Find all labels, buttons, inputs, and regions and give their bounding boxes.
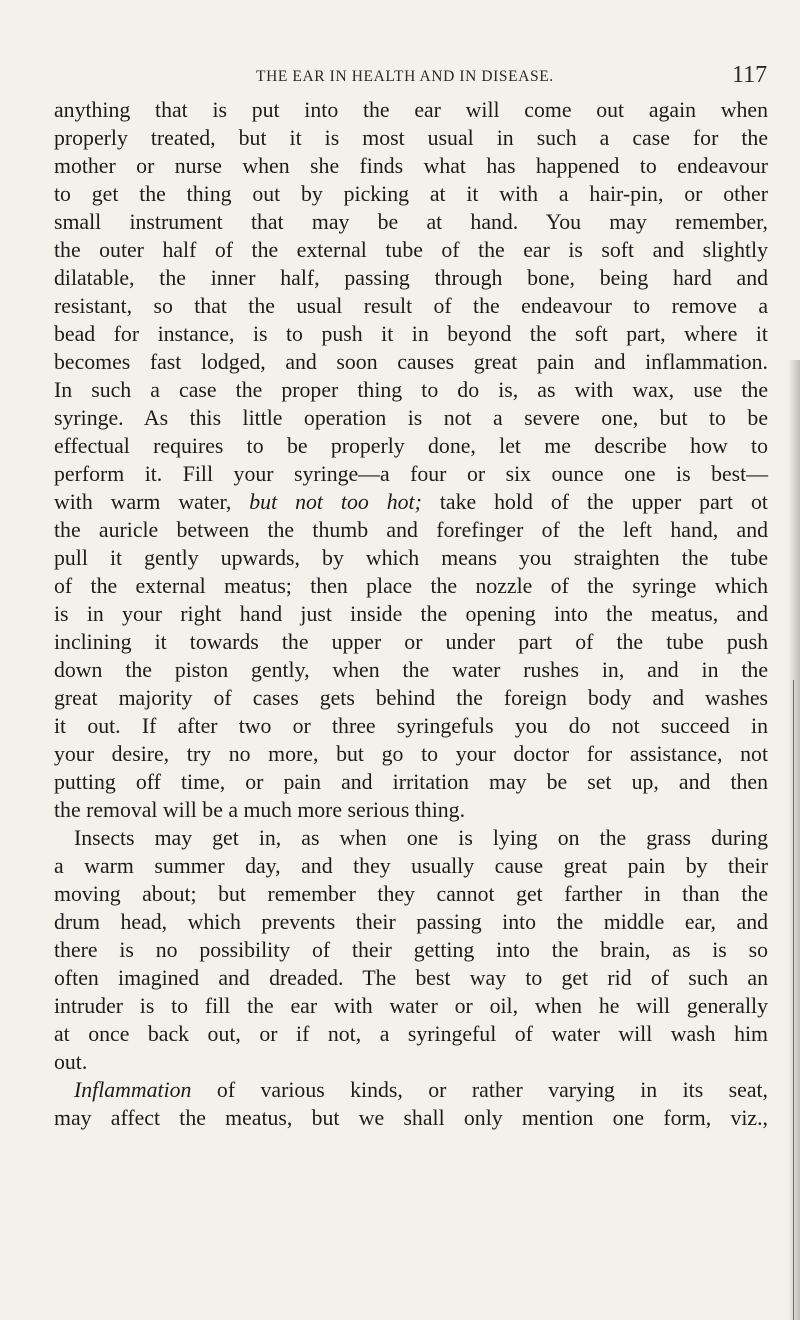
text-line: resistant, so that the usual result of the endeavour to remove a	[54, 294, 768, 318]
text-line: Insects may get in, as when one is lying on the grass during	[74, 826, 768, 850]
italic-emphasis: but not too hot;	[249, 490, 422, 514]
text-line: a warm summer day, and they usually cause great pain by their	[54, 854, 768, 878]
text-line: at once back out, or if not, a syringeful of water will wash him	[54, 1022, 768, 1046]
text-run: take hold of the upper part ot	[421, 490, 768, 514]
text-line: perform it. Fill your syringe—a four or six ounce one is best—	[54, 462, 768, 486]
text-line: becomes fast lodged, and soon causes great pain and inflammation.	[54, 350, 768, 374]
text-line: inclining it towards the upper or under part of the tube push	[54, 630, 768, 654]
italic-emphasis: Inflammation	[74, 1078, 192, 1102]
text-line: often imagined and dreaded. The best way to get rid of such an	[54, 966, 768, 990]
text-line: to get the thing out by picking at it with a hair-pin, or other	[54, 182, 768, 206]
text-line: drum head, which prevents their passing into the middle ear, and	[54, 910, 768, 934]
running-title: THE EAR IN HEALTH AND IN DISEASE.	[256, 68, 554, 85]
text-line: the removal will be a much more serious thing.	[54, 798, 466, 822]
text-line: your desire, try no more, but go to your doctor for assistance, not	[54, 742, 768, 766]
text-run: with warm water,	[54, 490, 250, 514]
text-line	[74, 1076, 768, 1104]
text-line: the outer half of the external tube of the ear is soft and slightly	[54, 238, 768, 262]
text-line: mother or nurse when she finds what has happened to endeavour	[54, 154, 768, 178]
text-line: effectual requires to be properly done, let me describe how to	[54, 434, 768, 458]
text-line: bead for instance, is to push it in beyond the soft part, where it	[54, 322, 768, 346]
text-line: the auricle between the thumb and forefinger of the left hand, and	[54, 518, 768, 542]
page-number: 117	[732, 62, 768, 88]
text-run: of various kinds, or rather varying in its seat,	[191, 1078, 768, 1102]
text-line: great majority of cases gets behind the foreign body and washes	[54, 686, 768, 710]
text-line: out.	[54, 1050, 88, 1074]
text-line: In such a case the proper thing to do is, as with wax, use the	[54, 378, 768, 402]
text-line: pull it gently upwards, by which means you straighten the tube	[54, 546, 768, 570]
text-line: it out. If after two or three syringefuls you do not succeed in	[54, 714, 768, 738]
text-line: anything that is put into the ear will come out again when	[54, 98, 768, 122]
text-line: dilatable, the inner half, passing through bone, being hard and	[54, 266, 768, 290]
text-line: syringe. As this little operation is not a severe one, but to be	[54, 406, 768, 430]
text-line: intruder is to fill the ear with water or oil, when he will generally	[54, 994, 768, 1018]
text-line: down the piston gently, when the water rushes in, and in the	[54, 658, 768, 682]
text-line: may affect the meatus, but we shall only mention one form, viz.,	[54, 1106, 768, 1130]
text-line	[54, 488, 768, 516]
text-line: of the external meatus; then place the nozzle of the syringe which	[54, 574, 768, 598]
running-header	[0, 62, 800, 96]
text-line: is in your right hand just inside the opening into the meatus, and	[54, 602, 768, 626]
text-line: properly treated, but it is most usual in such a case for the	[54, 126, 768, 150]
page-edge-shadow	[788, 360, 800, 1320]
text-line: putting off time, or pain and irritation may be set up, and then	[54, 770, 768, 794]
text-line: moving about; but remember they cannot get farther in than the	[54, 882, 768, 906]
text-line: small instrument that may be at hand. You may remember,	[54, 210, 768, 234]
text-line: there is no possibility of their getting into the brain, as is so	[54, 938, 768, 962]
page-edge-line	[793, 680, 794, 1320]
